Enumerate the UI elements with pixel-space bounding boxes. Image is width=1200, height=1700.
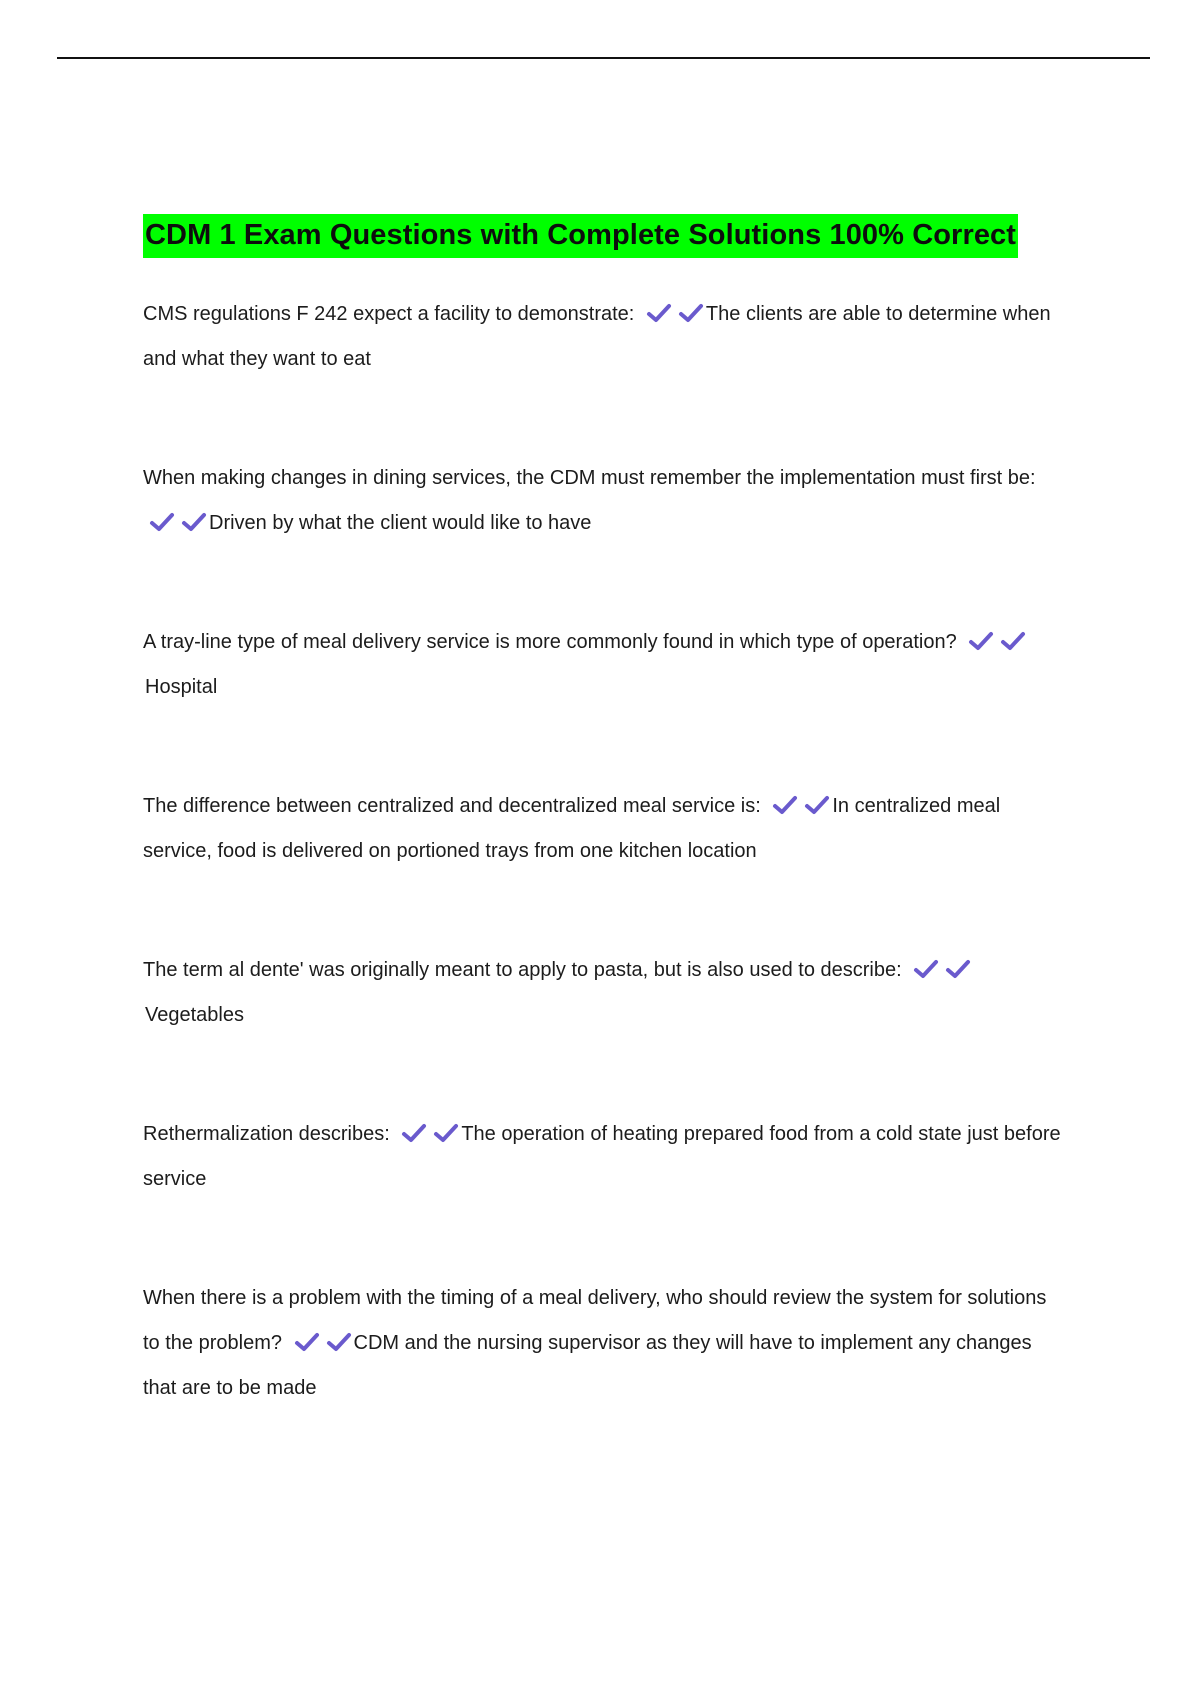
answer-text: CDM and the nursing supervisor as they will have to implement any changes that are to be made xyxy=(143,1332,1032,1399)
checkmark-icon xyxy=(401,1123,427,1143)
qa-item xyxy=(143,620,1063,710)
checkmark-icon xyxy=(294,1332,320,1352)
checkmark-icon xyxy=(804,795,830,815)
checkmark-icon xyxy=(945,959,971,979)
checkmark-icon xyxy=(326,1332,352,1352)
question-text: The term al dente' was originally meant to apply to pasta, but is also used to describe: xyxy=(143,959,902,981)
checkmark-icon xyxy=(913,959,939,979)
document-body xyxy=(143,214,1063,1411)
answer-text: Hospital xyxy=(145,676,218,698)
question-text: When there is a problem with the timing of a meal delivery, who should review the system for solutions to the problem? xyxy=(143,1287,1047,1354)
question-text: When making changes in dining services, the CDM must remember the implementation must first be: xyxy=(143,467,1036,489)
checkmark-icon xyxy=(678,303,704,323)
qa-list xyxy=(143,292,1063,1411)
checkmark-icon xyxy=(1000,631,1026,651)
answer-text: The clients are able to determine when and what they want to eat xyxy=(143,303,1051,370)
qa-item xyxy=(143,948,1063,1038)
checkmark-icon xyxy=(968,631,994,651)
qa-item xyxy=(143,1276,1063,1411)
checkmark-icon xyxy=(772,795,798,815)
qa-item xyxy=(143,784,1063,874)
answer-text: Vegetables xyxy=(145,1004,244,1026)
question-text: CMS regulations F 242 expect a facility to demonstrate: xyxy=(143,303,635,325)
checkmark-icon xyxy=(646,303,672,323)
answer-text: The operation of heating prepared food from a cold state just before service xyxy=(143,1123,1061,1190)
checkmark-icon xyxy=(149,512,175,532)
answer-text: In centralized meal service, food is delivered on portioned trays from one kitchen location xyxy=(143,795,1001,862)
qa-item xyxy=(143,1112,1063,1202)
answer-text: Driven by what the client would like to have xyxy=(209,512,592,534)
qa-item xyxy=(143,456,1063,546)
page-top-rule xyxy=(57,57,1150,59)
question-text: Rethermalization describes: xyxy=(143,1123,390,1145)
question-text: A tray-line type of meal delivery service is more commonly found in which type of operation? xyxy=(143,631,957,653)
qa-item xyxy=(143,292,1063,382)
checkmark-icon xyxy=(181,512,207,532)
document-title: CDM 1 Exam Questions with Complete Solutions 100% Correct xyxy=(143,214,1018,258)
question-text: The difference between centralized and decentralized meal service is: xyxy=(143,795,761,817)
checkmark-icon xyxy=(433,1123,459,1143)
